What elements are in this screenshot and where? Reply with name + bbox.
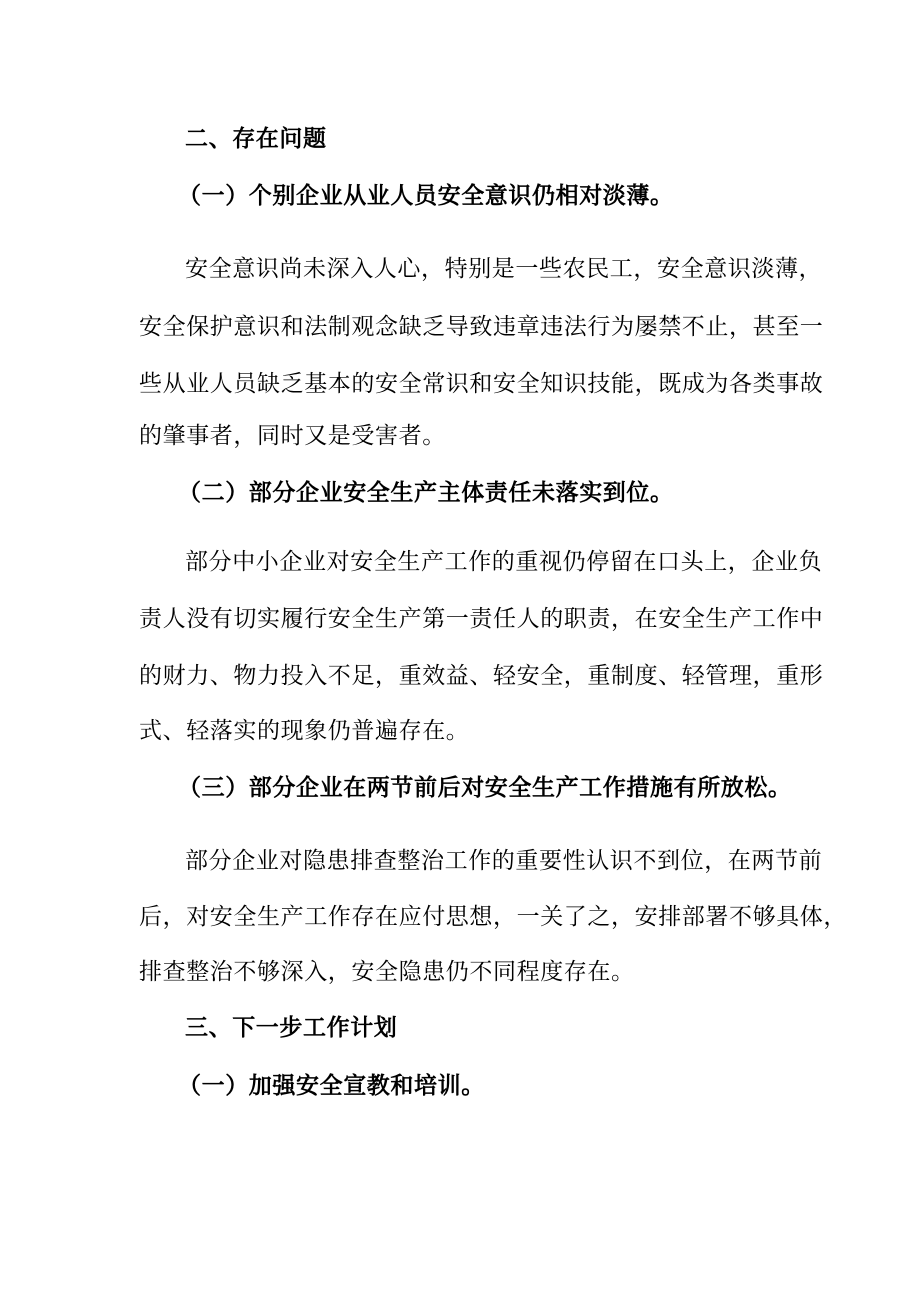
- section-heading-next-steps: 三、下一步工作计划: [185, 1014, 398, 1041]
- issue-1-paragraph-line: 些从业人员缺乏基本的安全常识和安全知识技能，既成为各类事故: [139, 371, 824, 397]
- issue-1-paragraph-line: 的肇事者，同时又是受害者。: [139, 423, 446, 449]
- issue-2-paragraph-line: 责人没有切实履行安全生产第一责任人的职责，在安全生产工作中: [139, 606, 824, 632]
- issue-2-paragraph-line: 式、轻落实的现象仍普遍存在。: [139, 718, 470, 744]
- issue-2-paragraph-line: 部分中小企业对安全生产工作的重视仍停留在口头上，企业负: [185, 549, 823, 575]
- issue-2-paragraph-line: 的财力、物力投入不足，重效益、轻安全，重制度、轻管理，重形: [139, 663, 824, 689]
- issue-3-paragraph-line: 部分企业对隐患排查整治工作的重要性认识不到位，在两节前: [185, 848, 823, 874]
- issue-1-heading: （一）个别企业从业人员安全意识仍相对淡薄。: [178, 182, 674, 209]
- issue-3-paragraph-line: 排查整治不够深入，安全隐患仍不同程度存在。: [139, 959, 635, 985]
- plan-1-heading: （一）加强安全宣教和培训。: [178, 1072, 485, 1099]
- issue-3-heading: （三）部分企业在两节前后对安全生产工作措施有所放松。: [178, 774, 792, 801]
- section-heading-problems: 二、存在问题: [185, 125, 327, 152]
- issue-2-heading: （二）部分企业安全生产主体责任未落实到位。: [178, 479, 674, 506]
- issue-1-paragraph-line: 安全意识尚未深入人心，特别是一些农民工，安全意识淡薄，: [185, 256, 823, 282]
- issue-1-paragraph-line: 安全保护意识和法制观念缺乏导致违章违法行为屡禁不止，甚至一: [139, 314, 824, 340]
- issue-3-paragraph-line: 后，对安全生产工作存在应付思想，一关了之，安排部署不够具体，: [139, 904, 847, 930]
